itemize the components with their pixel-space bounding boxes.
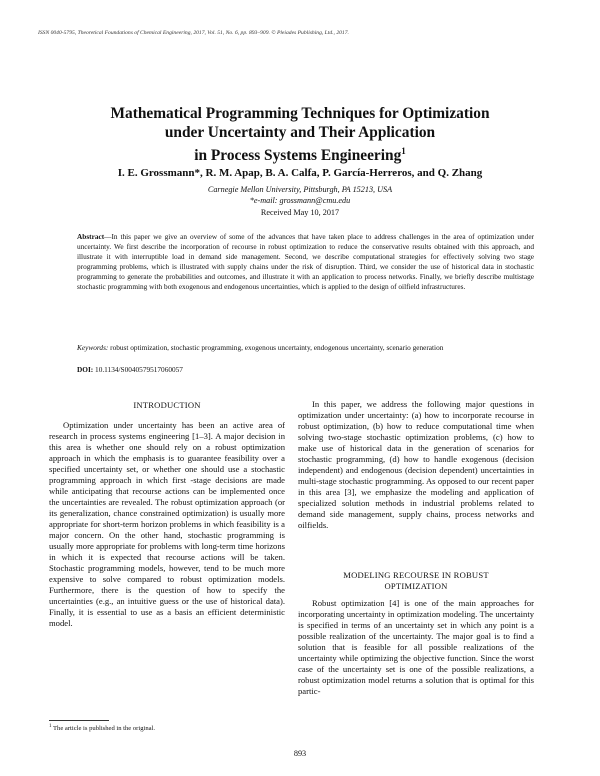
- doi-value: 10.1134/S0040579517060057: [93, 365, 183, 374]
- affiliation-block: [40, 184, 560, 206]
- abstract: [77, 232, 534, 293]
- author-list: I. E. Grossmann*, R. M. Apap, B. A. Calfa, P. García-Herreros, and Q. Zhang: [117, 167, 483, 179]
- introduction-heading: INTRODUCTION: [133, 400, 201, 410]
- left-column: [49, 420, 285, 629]
- keywords-label: Keywords:: [77, 343, 109, 352]
- affiliation: Carnegie Mellon University, Pittsburgh, PA 15213, USA: [207, 185, 393, 194]
- doi-label: DOI:: [77, 365, 94, 374]
- doi: [77, 365, 534, 374]
- title-footnote-mark: 1: [401, 146, 406, 156]
- modeling-heading-line-2: OPTIMIZATION: [384, 581, 448, 591]
- abstract-label: Abstract: [77, 232, 105, 241]
- title-line-3: in Process Systems Engineering$^1$: [194, 146, 406, 165]
- title-line-2: under Uncertainty and Their Application: [164, 124, 436, 141]
- modeling-recourse-heading: [298, 570, 534, 592]
- right-column-top: [298, 399, 534, 531]
- footnote-divider: [49, 720, 109, 721]
- title-line-1: Mathematical Programming Techniques for Optimization: [110, 105, 490, 122]
- page-number: 893: [293, 749, 307, 758]
- intro-paragraph-2: In this paper, we address the following major questions in optimization under uncertainty: (a) how to incorporate recourse in robust optimization, (b) how to reduce computational time when solving two-stage stochastic optimization problems, (c) how to make use of historical data in the generation of scenarios for stochastic programming, (d) how to handle exogenous (decision independent) and endogenous (decision dependent) uncertainties in multi-stage stochastic programming. As opposed to our recent paper in this area [3], we emphasize the modeling and application of specialized solution methods in industrial problems related to demand side management, supply chains, process networks and oilfields.: [298, 399, 534, 530]
- journal-header: ISSN 0040-5795, Theoretical Foundations of Chemical Engineering, 2017, Vol. 51, No. 6, pp. 893–909. © Pleiades Publishing, Ltd., 2017.: [38, 30, 349, 36]
- modeling-heading-line-1: MODELING RECOURSE IN ROBUST: [343, 570, 489, 580]
- contact-email: *e-mail: grossmann@cmu.edu: [249, 196, 351, 205]
- right-column-bottom: [298, 598, 534, 697]
- footnote-mark: 1: [49, 724, 52, 729]
- received-date: Received May 10, 2017: [260, 208, 340, 217]
- paper-title: [40, 104, 560, 165]
- keywords-text: robust optimization, stochastic programming, exogenous uncertainty, endogenous uncertainty, scenario generation: [108, 343, 444, 352]
- intro-paragraph-1: Optimization under uncertainty has been an active area of research in process systems engineering [1–3]. A major decision in this area is whether one should rely on a robust optimization approach in which the emphasis is to guarantee feasibility over a specified uncertainty set, or whether one should use a stochastic programming approach in which first -stage decisions are made while anticipating that recourse actions can be implemented once the uncertainties are revealed. The robust optimization approach (or its generalization, chance constrained optimization) is usually more appropriate for short-term horizon problems in which feasibility is a major concern. On the other hand, stochastic programming is usually more appropriate for problems with long-term time horizons in which it is expected that recourse actions will be taken. Stochastic programming models, however, tend to be much more expensive to solve compared to robust optimization models. Furthermore, there is the question of how to specify the uncertainties (e.g., an intuitive guess or the use of historical data). Finally, it is essential to use as a basis an efficient deterministic model.: [49, 420, 285, 628]
- keywords: [77, 343, 534, 353]
- footnote-text: The article is published in the original.: [51, 725, 156, 733]
- abstract-text: —In this paper we give an overview of some of the advances that have taken place to address challenges in the area of optimization under uncertainty. We first describe the incorporation of recourse in robust optimization to reduce the conservative results obtained with this approach, and illustrate it with interruptible load in demand side management. Second, we describe computational strategies for effectively solving two stage programming problems, which is illustrated with supply chains under the risk of disruption. Third, we consider the use of historical data in stochastic programming to generate the probabilities and outcomes, and illustrate it with an application to process networks. Finally, we briefly describe multistage stochastic programming with both exogenous and endogenous uncertainties, which is applied to the design of oilfield infrastructures.: [77, 232, 534, 292]
- footnote: [49, 724, 285, 732]
- modeling-paragraph: Robust optimization [4] is one of the main approaches for incorporating uncertainty in optimization modeling. The uncertainty is specified in terms of an uncertainty set in which any point is a possible realization of the uncertainty. The major goal is to find a solution that is feasible for all possible realizations of the uncertainty while optimizing the objective function. Since the worst case of the uncertainty set is one of the possible realizations, a robust optimization model returns a solution that is optimal for this partic-: [298, 598, 534, 696]
